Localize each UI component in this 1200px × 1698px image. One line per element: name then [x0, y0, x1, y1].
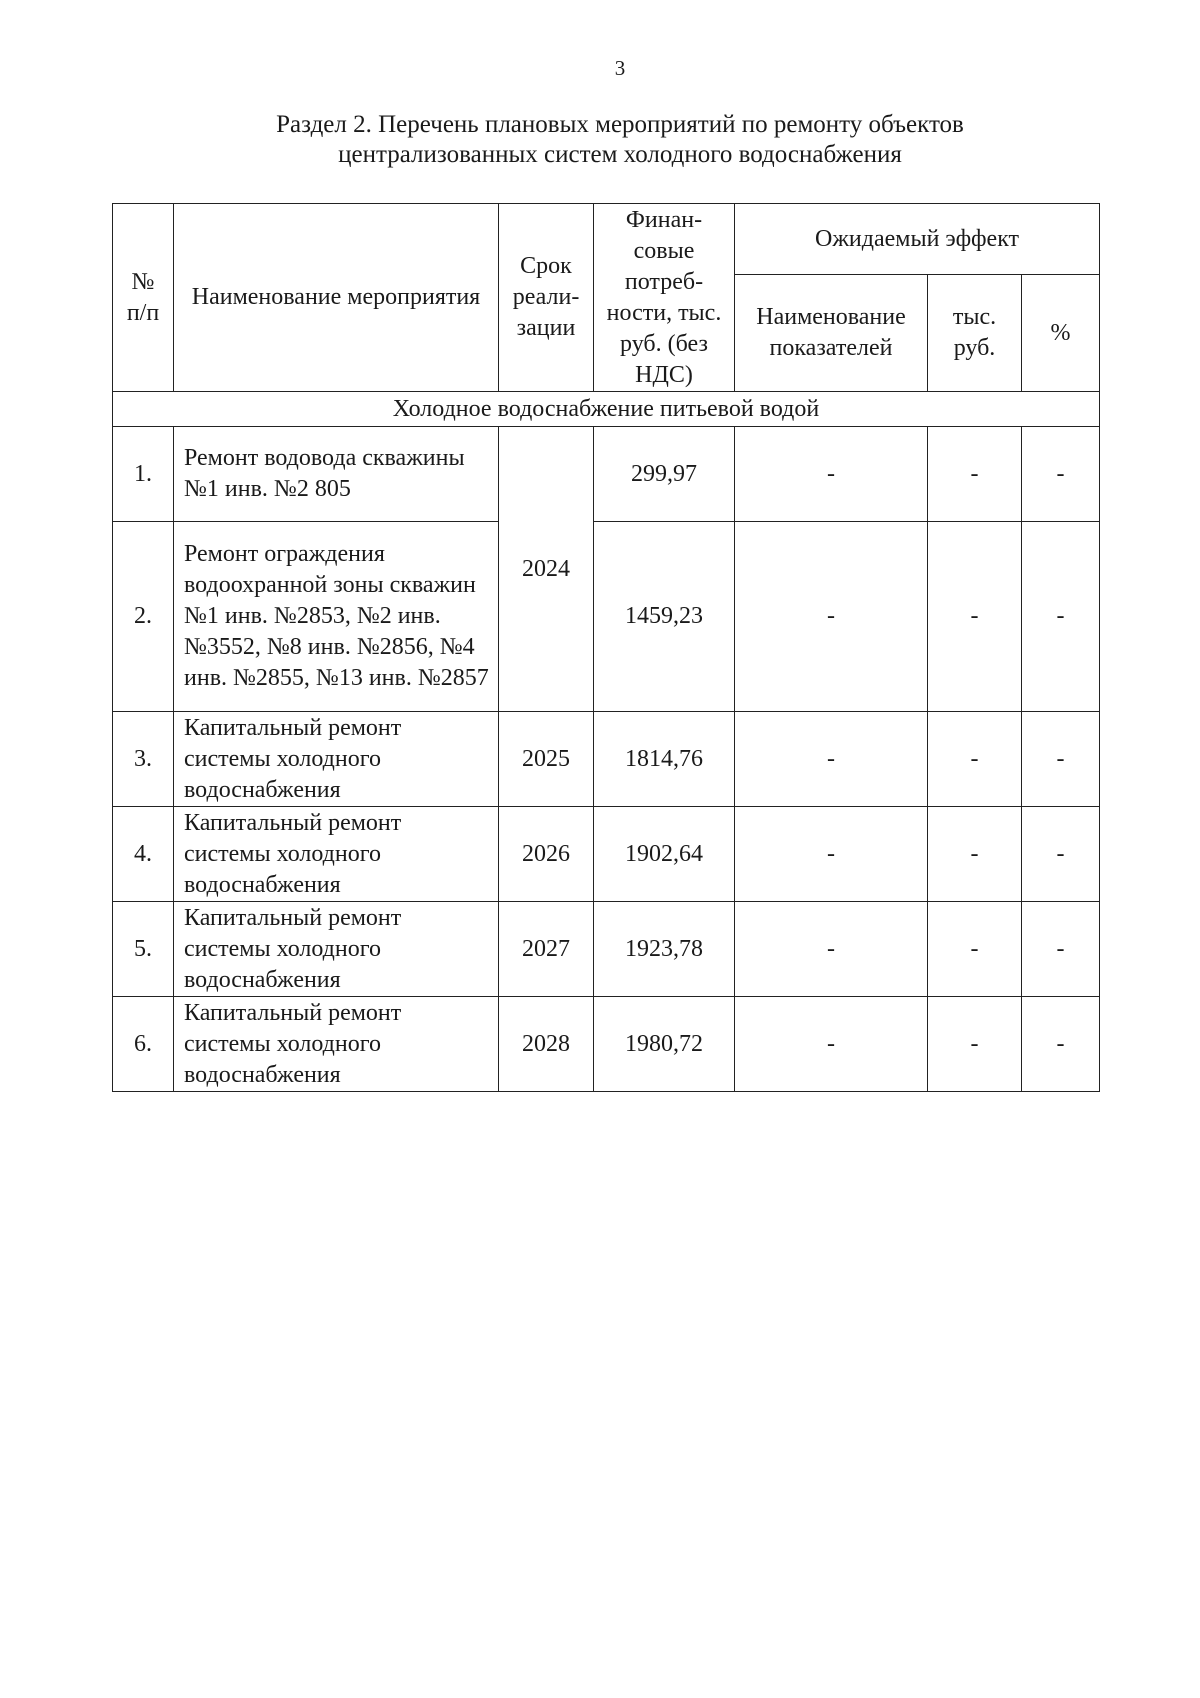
table-row: [113, 522, 1100, 712]
effect-percent: -: [1022, 902, 1100, 997]
finance-value: 1814,76: [594, 712, 735, 807]
header-expected-effect: Ожидаемый эффект: [735, 204, 1100, 275]
row-number: 1.: [113, 427, 174, 522]
header-thousand-rub: тыс. руб.: [928, 275, 1022, 392]
effect-rub: -: [928, 902, 1022, 997]
activity-name: Капитальный ремонт системы холодного водоснабжения: [174, 712, 499, 807]
page-number: 3: [614, 56, 626, 80]
activity-name: Капитальный ремонт системы холодного водоснабжения: [174, 902, 499, 997]
title-line-2: централизованных систем холодного водоснабжения: [338, 141, 902, 168]
effect-indicator: -: [735, 807, 928, 902]
header-finance: Финан-совые потреб-ности, тыс. руб. (без НДС): [594, 204, 735, 392]
title-line-1: Раздел 2. Перечень плановых мероприятий по ремонту объектов: [276, 111, 964, 138]
table-row: [113, 712, 1100, 807]
effect-percent: -: [1022, 997, 1100, 1092]
row-number: 3.: [113, 712, 174, 807]
term-year: 2027: [499, 902, 594, 997]
effect-indicator: -: [735, 712, 928, 807]
table-row: [113, 997, 1100, 1092]
term-year: 2024: [499, 427, 594, 712]
activity-name: Ремонт водовода скважины №1 инв. №2 805: [174, 427, 499, 522]
row-number: 5.: [113, 902, 174, 997]
page-title: [0, 110, 1200, 170]
row-number: 6.: [113, 997, 174, 1092]
header-indicator-name: Наименование показателей: [735, 275, 928, 392]
effect-percent: -: [1022, 522, 1100, 712]
finance-value: 299,97: [594, 427, 735, 522]
effect-indicator: -: [735, 997, 928, 1092]
activity-name: Капитальный ремонт системы холодного водоснабжения: [174, 997, 499, 1092]
section-row: [113, 392, 1100, 427]
effect-rub: -: [928, 427, 1022, 522]
effect-rub: -: [928, 522, 1022, 712]
header-number: № п/п: [113, 204, 174, 392]
finance-value: 1902,64: [594, 807, 735, 902]
table-row: [113, 427, 1100, 522]
finance-value: 1980,72: [594, 997, 735, 1092]
effect-rub: -: [928, 712, 1022, 807]
activities-table: [112, 203, 1100, 1092]
effect-percent: -: [1022, 807, 1100, 902]
effect-percent: -: [1022, 712, 1100, 807]
row-number: 4.: [113, 807, 174, 902]
finance-value: 1459,23: [594, 522, 735, 712]
effect-indicator: -: [735, 427, 928, 522]
term-year: 2025: [499, 712, 594, 807]
activity-name: Ремонт ограждения водоохранной зоны скважин №1 инв. №2853, №2 инв. №3552, №8 инв. №2856, №4 инв. №2855, №13 инв. №2857: [174, 522, 499, 712]
table-row: [113, 902, 1100, 997]
effect-indicator: -: [735, 522, 928, 712]
term-year: 2028: [499, 997, 594, 1092]
effect-percent: -: [1022, 427, 1100, 522]
row-number: 2.: [113, 522, 174, 712]
activity-name: Капитальный ремонт системы холодного водоснабжения: [174, 807, 499, 902]
effect-rub: -: [928, 807, 1022, 902]
header-percent: %: [1022, 275, 1100, 392]
header-term: Срок реали-зации: [499, 204, 594, 392]
effect-rub: -: [928, 997, 1022, 1092]
header-activity-name: Наименование мероприятия: [174, 204, 499, 392]
table-row: [113, 807, 1100, 902]
term-year: 2026: [499, 807, 594, 902]
finance-value: 1923,78: [594, 902, 735, 997]
section-title: Холодное водоснабжение питьевой водой: [113, 392, 1100, 427]
effect-indicator: -: [735, 902, 928, 997]
